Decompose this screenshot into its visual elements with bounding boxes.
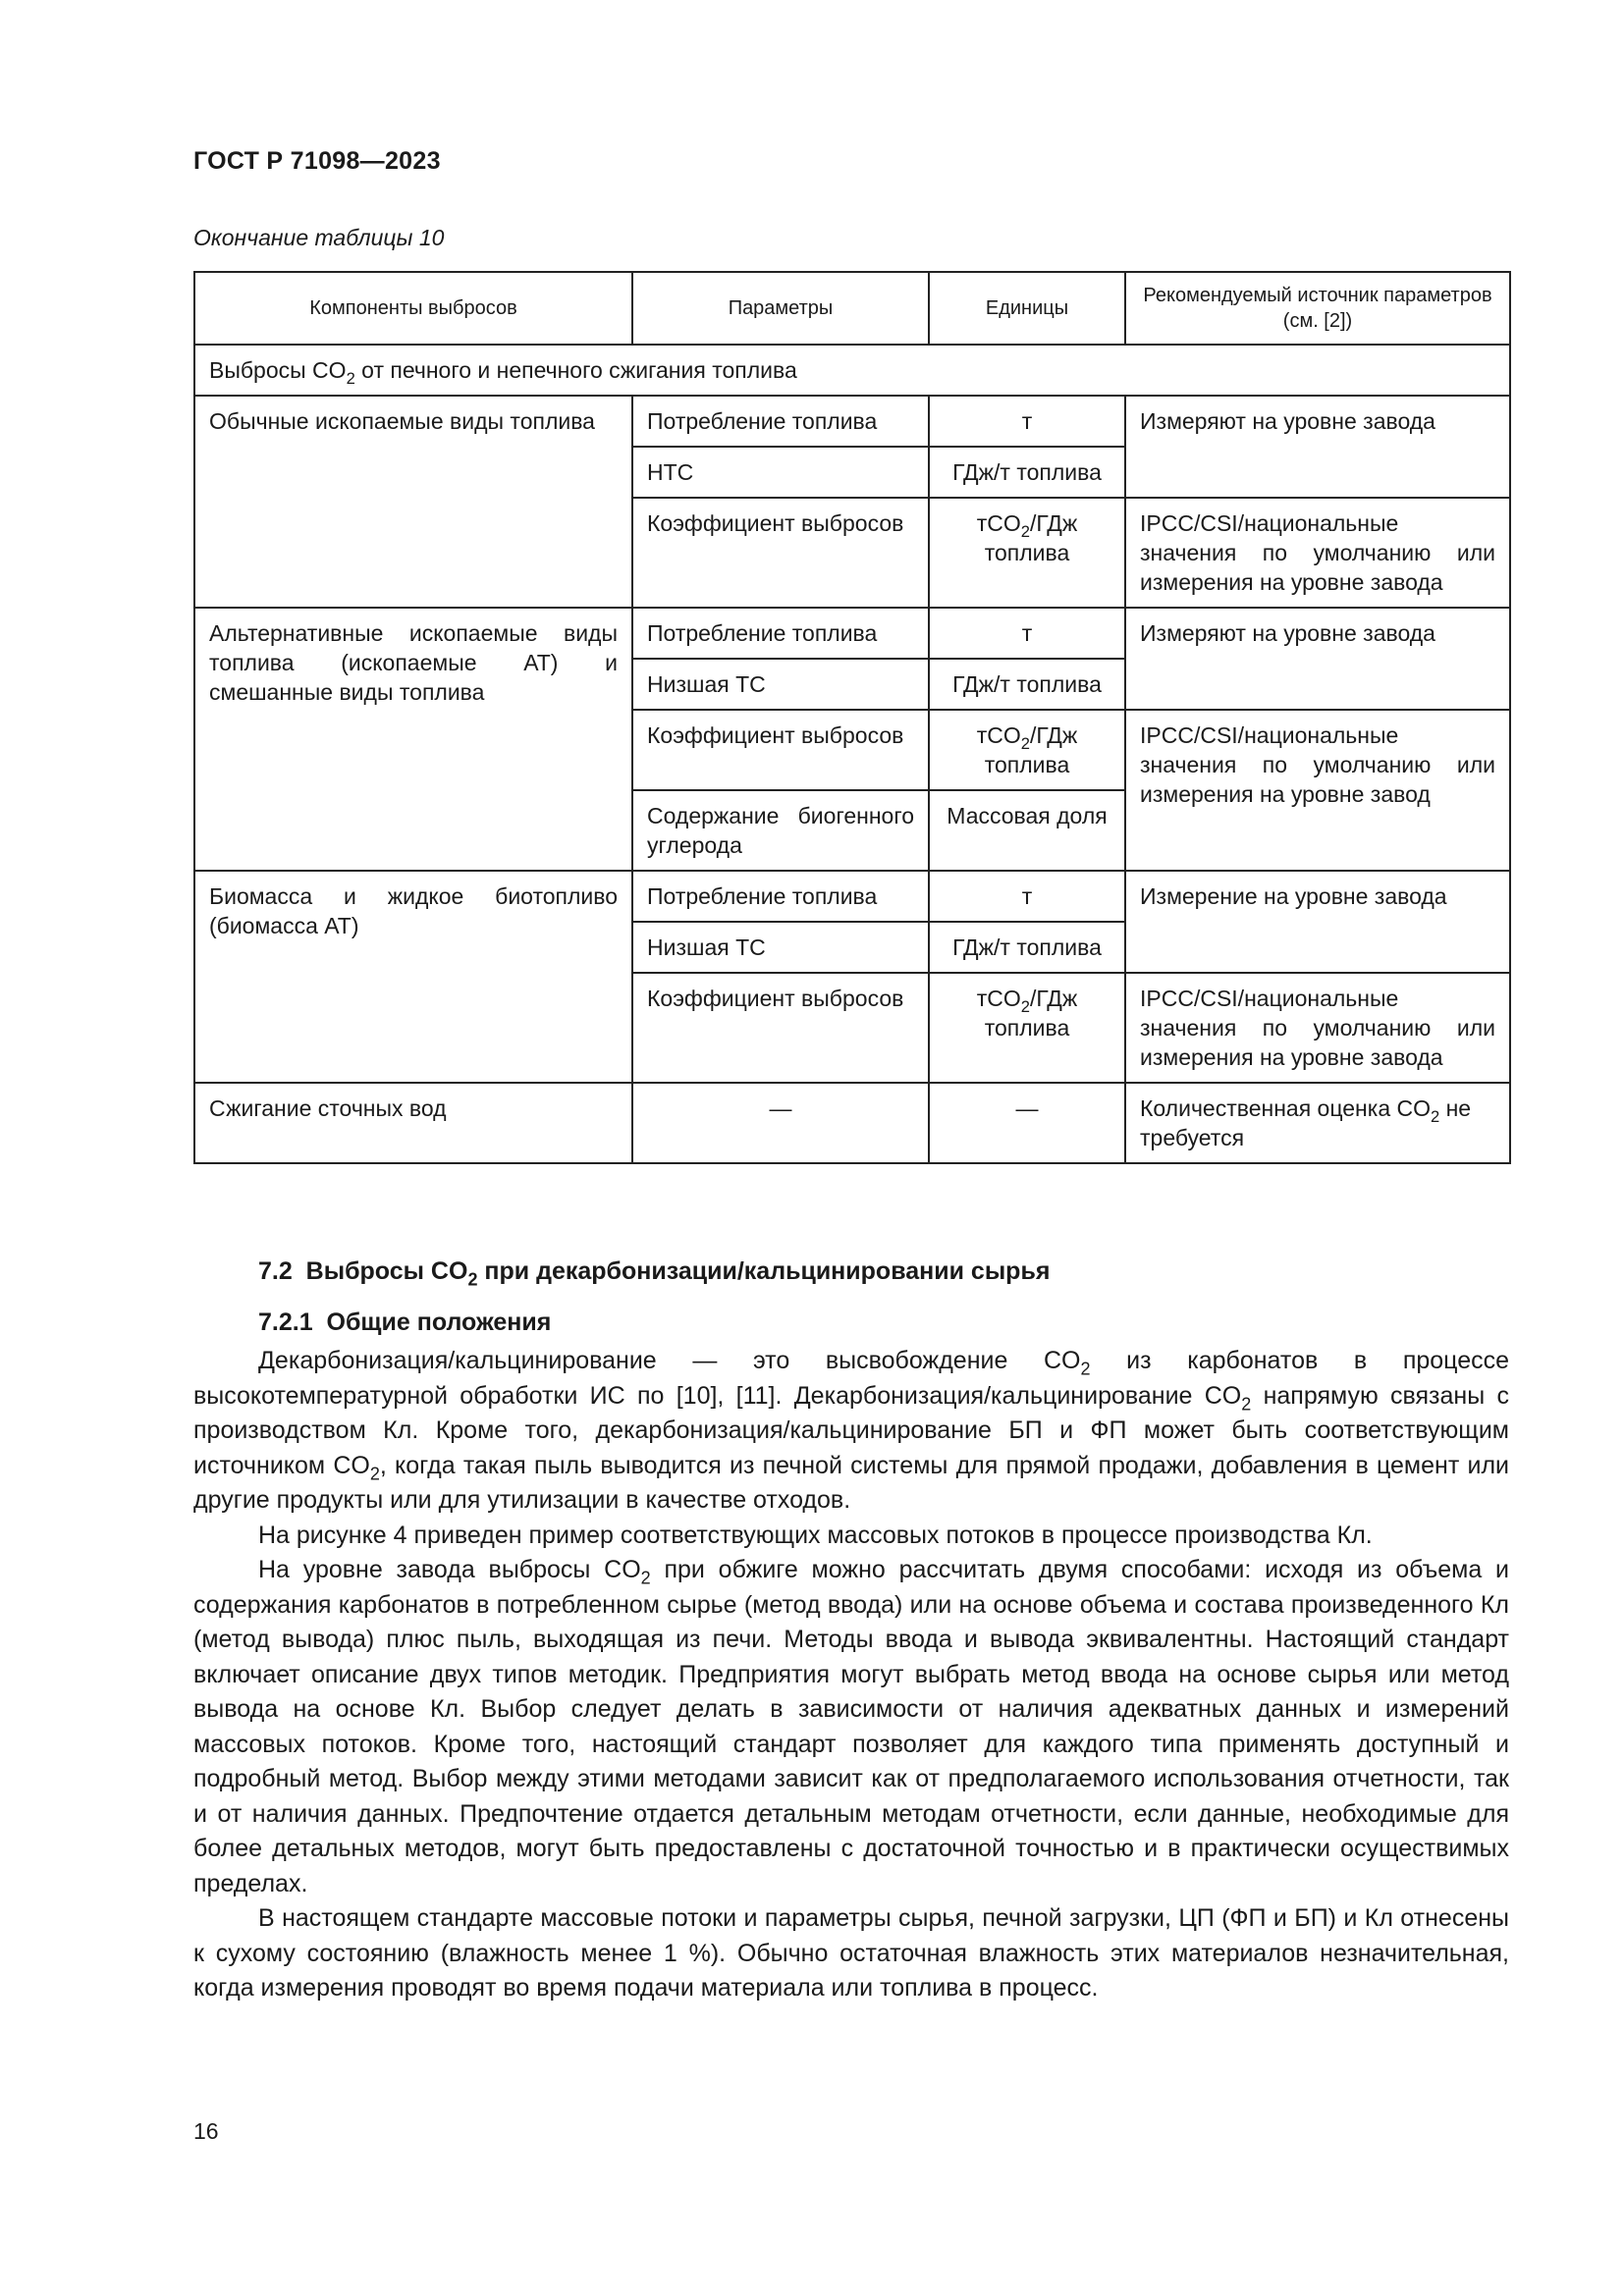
- parameter-cell: —: [632, 1083, 929, 1163]
- paragraph: На рисунке 4 приведен пример соответствующих массовых потоков в процессе производства Кл.: [258, 1521, 1373, 1549]
- parameter-cell: Низшая ТС: [632, 922, 929, 973]
- parameter-cell: Потребление топлива: [632, 871, 929, 922]
- component-cell: Обычные ископаемые виды топлива: [194, 396, 632, 608]
- unit-cell: Массовая доля: [929, 790, 1125, 871]
- page-number: 16: [193, 2118, 219, 2144]
- subsection-heading: 7.2.1 Общие положения: [258, 1308, 552, 1336]
- parameter-cell: Коэффициент выбросов: [632, 710, 929, 790]
- parameter-cell: Потребление топлива: [632, 396, 929, 447]
- source-cell: IPCC/CSI/национальные значения по умолчанию или измерения на уровне завода: [1125, 498, 1510, 608]
- parameter-cell: Коэффициент выбросов: [632, 498, 929, 608]
- parameter-cell: Низшая ТС: [632, 659, 929, 710]
- column-header: Параметры: [632, 272, 929, 345]
- parameter-cell: Коэффициент выбросов: [632, 973, 929, 1083]
- table-caption: Окончание таблицы 10: [193, 225, 445, 250]
- document-header: ГОСТ Р 71098—2023: [193, 147, 441, 175]
- column-header: Компоненты выбросов: [194, 272, 632, 345]
- source-cell: Измеряют на уровне завода: [1125, 396, 1510, 498]
- unit-cell: ГДж/т топлива: [929, 447, 1125, 498]
- parameter-cell: НТС: [632, 447, 929, 498]
- table-row: [194, 1083, 1510, 1163]
- unit-cell: ГДж/т топлива: [929, 922, 1125, 973]
- table-row: [194, 608, 1510, 659]
- unit-cell: т: [929, 396, 1125, 447]
- unit-cell: —: [929, 1083, 1125, 1163]
- section-label: Выбросы $CO_2$ от печного и непечного сжигания топлива: [194, 345, 1510, 396]
- table-section-row: [194, 345, 1510, 396]
- paragraph: Декарбонизация/кальцинирование — это высвобождение $CO_2$ из карбонатов в процессе высокотемпературной обработки ИС по [10], [11]. Декарбонизация/кальцинирование $CO_2$ напрямую связаны с производством Кл. Кроме того, декарбонизация/кальцинирование БП и ФП может быть соответствующим источником $CO_2$, когда такая пыль выводится из печной системы для прямой продажи, добавления в цемент или другие продукты или для утилизации в качестве отходов.: [193, 1347, 1510, 1514]
- emissions-table: [193, 271, 1511, 1164]
- unit-cell: т: [929, 608, 1125, 659]
- source-cell: IPCC/CSI/национальные значения по умолчанию или измерения на уровне завод: [1125, 710, 1510, 871]
- component-cell: Биомасса и жидкое биотопливо (биомасса АТ): [194, 871, 632, 1083]
- column-header: Рекомендуемый источник параметров (см. [2]): [1125, 272, 1510, 345]
- column-header: Единицы: [929, 272, 1125, 345]
- parameter-cell: Потребление топлива: [632, 608, 929, 659]
- component-cell: Сжигание сточных вод: [194, 1083, 632, 1163]
- parameter-cell: Содержание биогенного углерода: [632, 790, 929, 871]
- paragraph: В настоящем стандарте массовые потоки и параметры сырья, печной загрузки, ЦП (ФП и БП) и Кл отнесены к сухому состоянию (влажность менее 1 %). Обычно остаточная влажность этих материалов незначительная, когда измерения проводят во время подачи материала или топлива в процесс.: [193, 1904, 1509, 2002]
- unit-cell: тCO$_2$/ГДж топлива: [929, 973, 1125, 1083]
- body-text: [193, 1344, 1509, 2006]
- table-row: [194, 871, 1510, 922]
- component-cell: Альтернативные ископаемые виды топлива (ископаемые АТ) и смешанные виды топлива: [194, 608, 632, 871]
- source-cell: Измерение на уровне завода: [1125, 871, 1510, 973]
- table-header-row: [194, 272, 1510, 345]
- unit-cell: тCO$_2$/ГДж топлива: [929, 498, 1125, 608]
- unit-cell: тCO$_2$/ГДж топлива: [929, 710, 1125, 790]
- unit-cell: ГДж/т топлива: [929, 659, 1125, 710]
- section-heading: 7.2 Выбросы $CO_2$ при декарбонизации/кальцинировании сырья: [258, 1257, 1051, 1290]
- source-cell: Измеряют на уровне завода: [1125, 608, 1510, 710]
- table-row: [194, 396, 1510, 447]
- source-cell: IPCC/CSI/национальные значения по умолчанию или измерения на уровне завода: [1125, 973, 1510, 1083]
- paragraph: На уровне завода выбросы $CO_2$ при обжиге можно рассчитать двумя способами: исходя из объема и содержания карбонатов в потребленном сырье (метод ввода) или на основе объема и состава произведенного Кл (метод вывода) плюс пыль, выходящая из печи. Методы ввода и вывода эквивалентны. Настоящий стандарт включает описание двух типов методик. Предприятия могут выбрать метод ввода на основе сырья или метод вывода на основе Кл. Выбор следует делать в зависимости от наличия адекватных данных и измерений массовых потоков. Кроме того, настоящий стандарт позволяет для каждого типа применять доступный и подробный метод. Выбор между этими методами зависит как от предполагаемого использования отчетности, так и от наличия данных. Предпочтение отдается детальным методам отчетности, если данные, необходимые для более детальных методов, могут быть предоставлены с достаточной точностью и в практически осуществимых пределах.: [193, 1556, 1509, 1897]
- source-cell: Количественная оценка $CO_2$ не требуется: [1125, 1083, 1510, 1163]
- unit-cell: т: [929, 871, 1125, 922]
